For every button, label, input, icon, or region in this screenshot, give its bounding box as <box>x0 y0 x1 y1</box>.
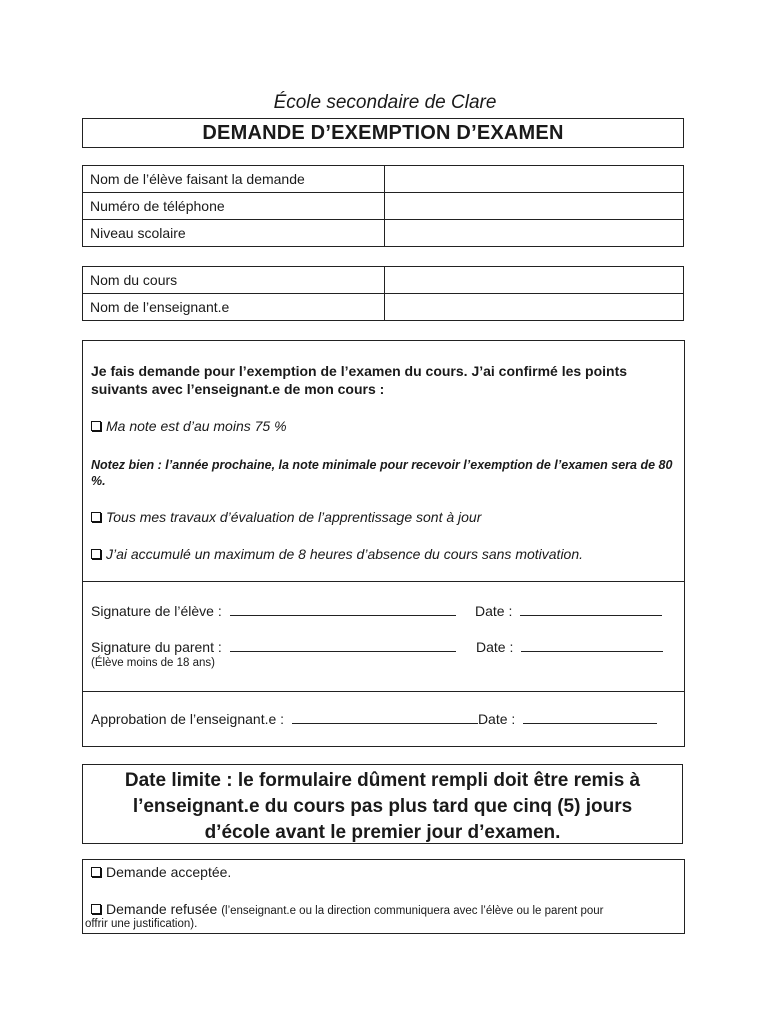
checkbox-assignments[interactable] <box>91 512 101 522</box>
student-name-label: Nom de l’élève faisant la demande <box>83 166 385 193</box>
checkbox-refused[interactable] <box>91 904 101 914</box>
decision-refused: Demande refusée (l’enseignant.e ou la direction communiquera avec l’élève ou le parent pour <box>91 901 603 917</box>
checkbox-absences[interactable] <box>91 549 101 559</box>
refused-note: (l’enseignant.e ou la direction communiquera avec l’élève ou le parent pour <box>221 905 604 917</box>
student-date-line[interactable] <box>520 603 662 616</box>
teacher-approval-row <box>91 711 657 727</box>
table-row <box>83 166 684 193</box>
teacher-date-label: Date : <box>477 711 516 727</box>
divider <box>83 691 684 692</box>
deadline-line-3: d’école avant le premier jour d’examen. <box>204 822 561 843</box>
teacher-date-line[interactable] <box>523 711 657 724</box>
refused-note-continued: offrir une justification). <box>85 918 198 930</box>
decision-box <box>82 859 685 934</box>
criterion-assignments: Tous mes travaux d’évaluation de l’apprentissage sont à jour <box>91 509 481 525</box>
criterion-grade: Ma note est d’au moins 75 % <box>91 418 287 434</box>
course-name-field[interactable] <box>385 267 684 294</box>
grade-level-field[interactable] <box>385 220 684 247</box>
grade-level-label: Niveau scolaire <box>83 220 385 247</box>
student-info-table <box>82 165 684 247</box>
phone-label: Numéro de téléphone <box>83 193 385 220</box>
student-signature-label: Signature de l’élève : <box>91 603 222 619</box>
parent-signature-label: Signature du parent : <box>91 639 222 655</box>
teacher-name-field[interactable] <box>385 294 684 321</box>
declaration-intro: Je fais demande pour l’exemption de l’examen du cours. J’ai confirmé les points suivants avec l’enseignant.e de mon cours : <box>91 363 628 397</box>
phone-field[interactable] <box>385 193 684 220</box>
checkbox-accepted[interactable] <box>91 867 101 877</box>
divider <box>83 581 684 582</box>
parent-signature-line[interactable] <box>230 639 456 652</box>
table-row <box>83 220 684 247</box>
deadline-notice <box>82 764 683 844</box>
student-date-label: Date : <box>475 603 513 619</box>
parent-date-line[interactable] <box>521 639 663 652</box>
teacher-name-label: Nom de l’enseignant.e <box>83 294 385 321</box>
table-row <box>83 193 684 220</box>
course-name-label: Nom du cours <box>83 267 385 294</box>
student-signature-row <box>91 603 456 619</box>
parent-age-note: (Élève moins de 18 ans) <box>91 657 216 669</box>
deadline-line-2: l’enseignant.e du cours pas plus tard que cinq (5) jours <box>132 796 633 817</box>
parent-date-label: Date : <box>476 639 514 655</box>
student-signature-line[interactable] <box>230 603 456 616</box>
minimum-grade-note: Notez bien : l’année prochaine, la note minimale pour recevoir l’exemption de l’examen sera de 80 %. <box>91 458 673 488</box>
declaration-box <box>82 340 685 747</box>
table-row <box>83 267 684 294</box>
table-row <box>83 294 684 321</box>
criterion-absences: J’ai accumulé un maximum de 8 heures d’absence du cours sans motivation. <box>91 546 583 562</box>
checkbox-grade[interactable] <box>91 421 101 431</box>
school-name: École secondaire de Clare <box>273 92 497 113</box>
teacher-approval-label: Approbation de l’enseignant.e : <box>91 711 285 727</box>
student-date-row <box>475 603 662 619</box>
student-name-field[interactable] <box>385 166 684 193</box>
form-title: DEMANDE D’EXEMPTION D’EXAMEN <box>82 118 684 148</box>
course-info-table <box>82 266 684 321</box>
teacher-approval-line[interactable] <box>292 711 478 724</box>
deadline-line-1: Date limite : le formulaire dûment rempli doit être remis à <box>124 770 641 791</box>
parent-signature-row <box>91 639 456 655</box>
parent-date-row <box>476 639 663 655</box>
decision-accepted: Demande acceptée. <box>91 864 231 880</box>
